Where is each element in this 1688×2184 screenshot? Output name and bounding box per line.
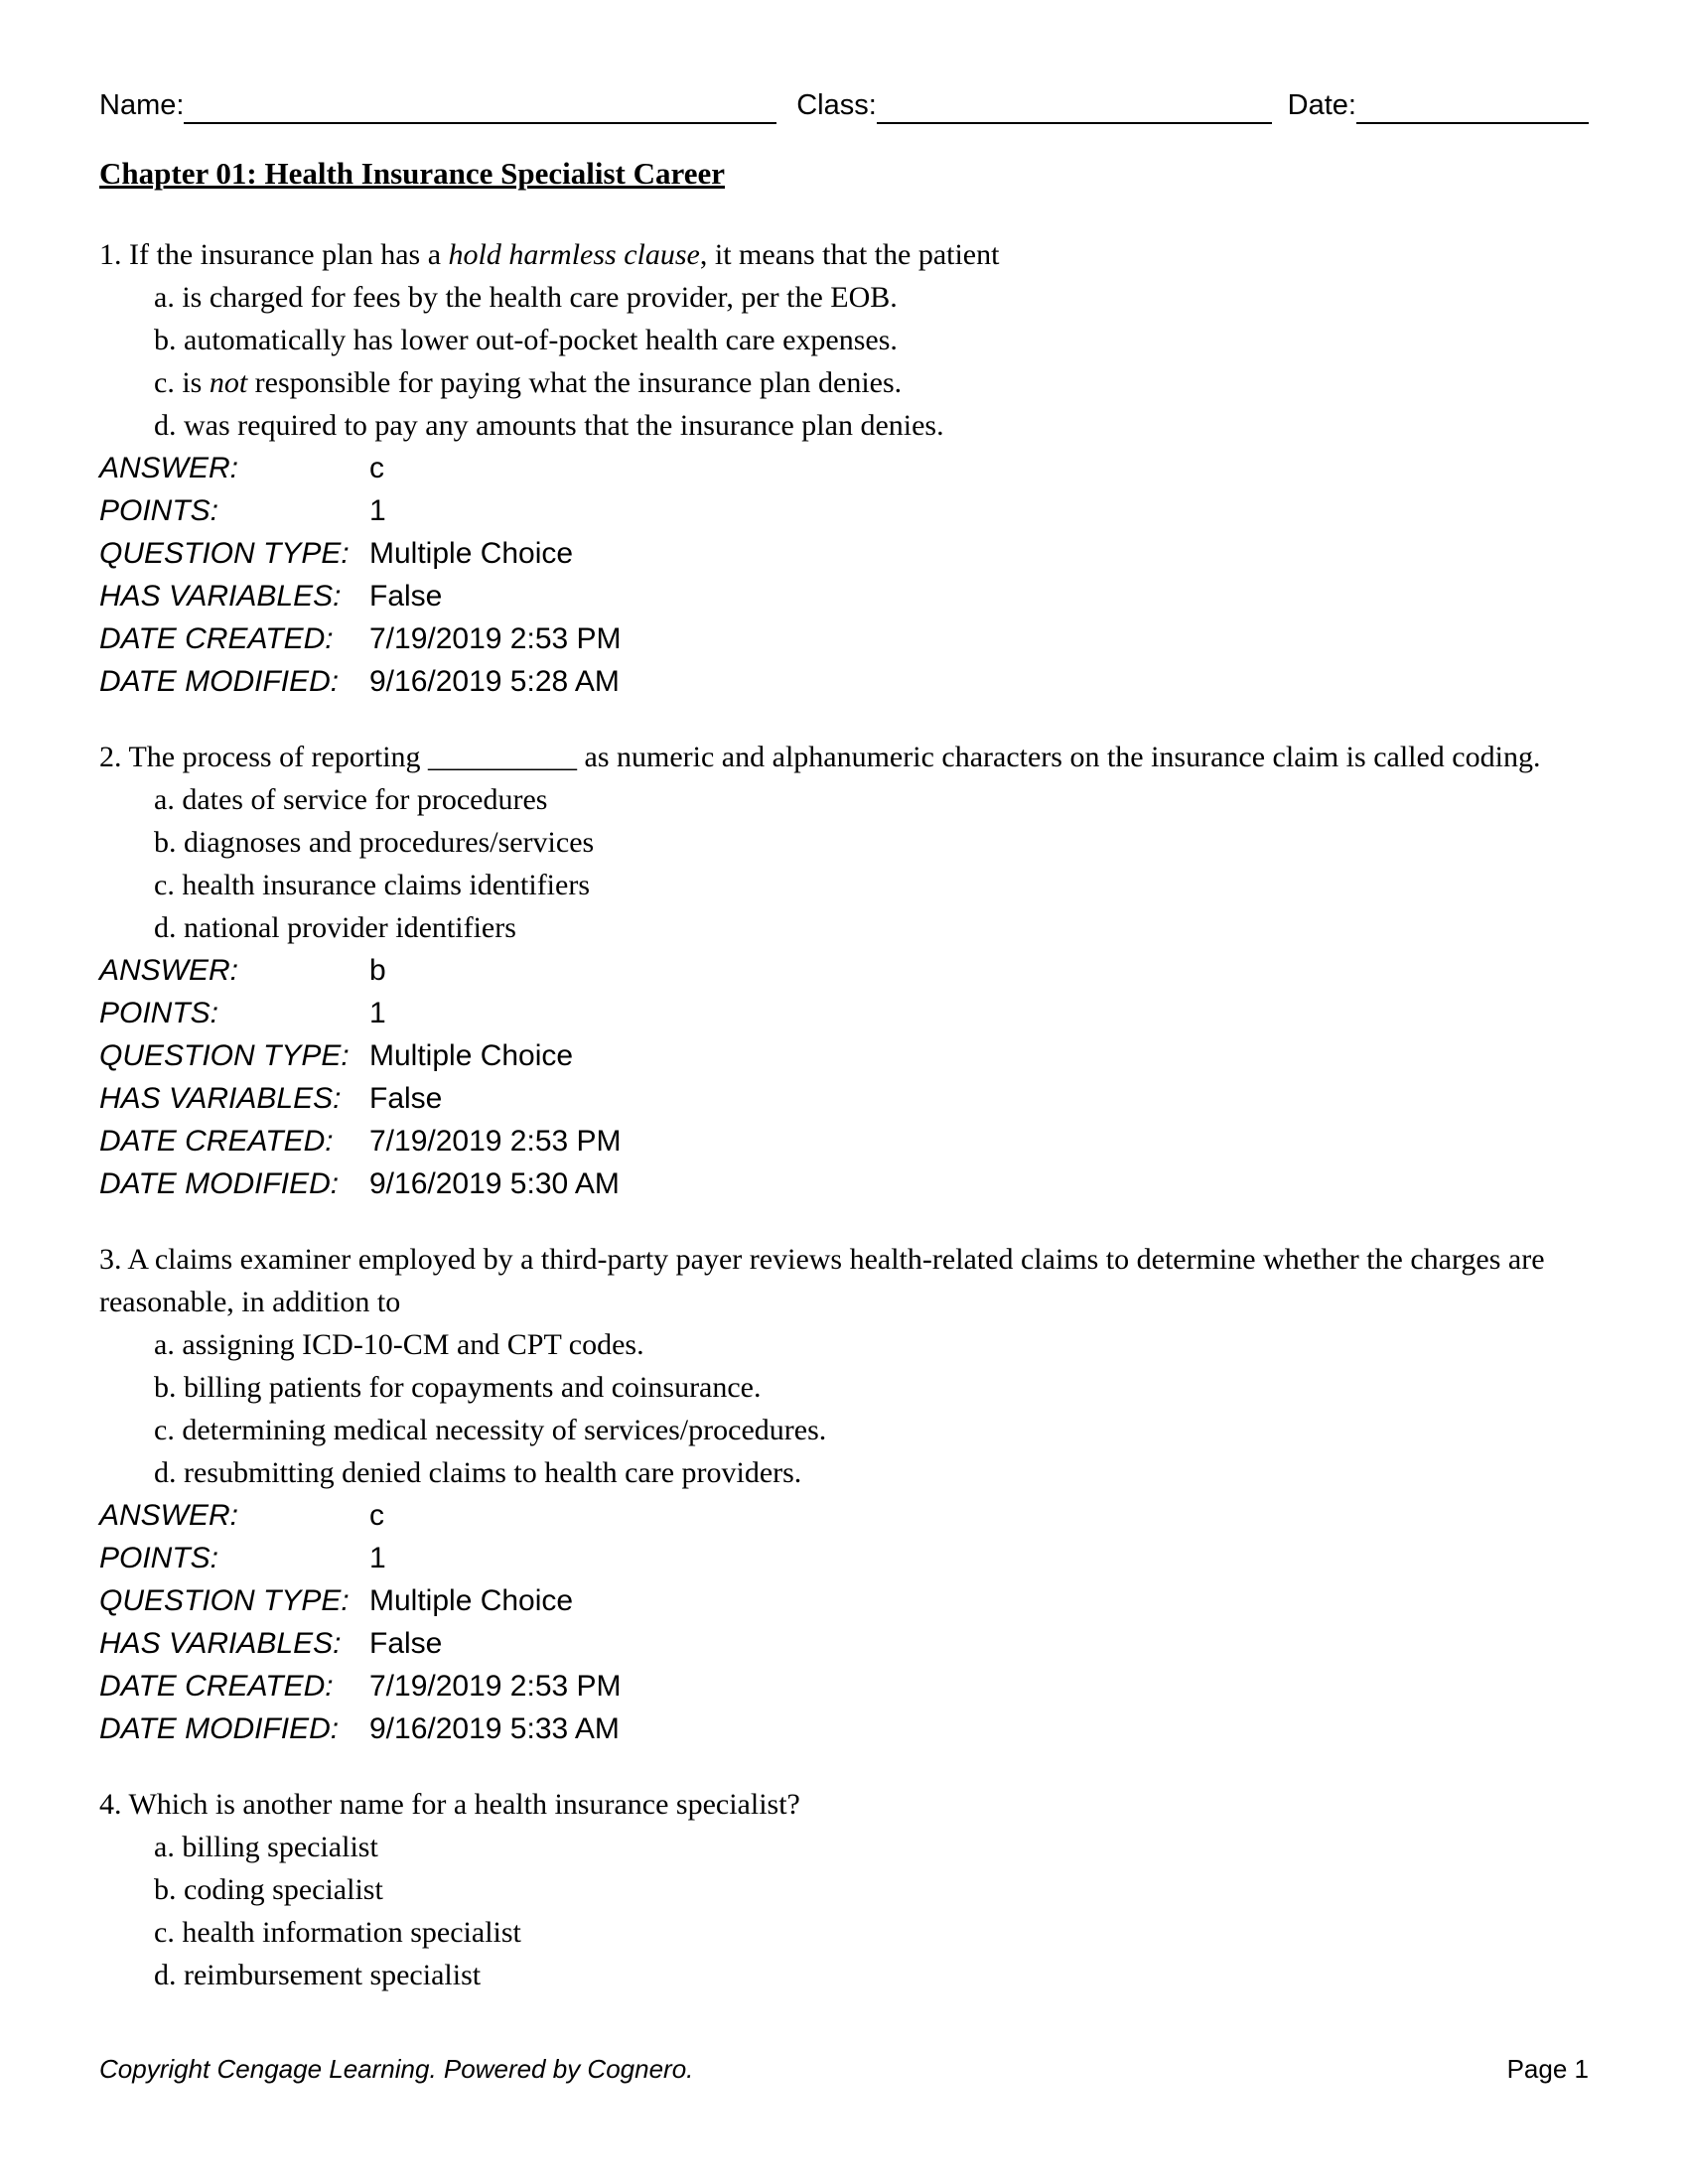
- meta-label: DATE MODIFIED:: [99, 1167, 340, 1200]
- options-list: [99, 276, 1589, 447]
- text-segment: 1. If the insurance plan has a: [99, 238, 449, 271]
- class-blank-field: [877, 90, 1272, 124]
- meta-row: [99, 1120, 1589, 1162]
- answer-option: [154, 1868, 1589, 1911]
- answer-option: [154, 1911, 1589, 1954]
- meta-row: [99, 532, 1589, 575]
- meta-label: ANSWER:: [99, 1499, 239, 1532]
- meta-label: DATE CREATED:: [99, 1125, 334, 1158]
- answer-option: [154, 404, 1589, 447]
- text-segment: b. diagnoses and procedures/services: [154, 826, 595, 859]
- page-footer: [99, 2054, 1589, 2085]
- copyright-text: Copyright Cengage Learning. Powered by Cognero.: [99, 2054, 694, 2084]
- question-prompt: [99, 1238, 1589, 1323]
- meta-value: 9/16/2019 5:28 AM: [369, 665, 620, 698]
- meta-row: [99, 1162, 1589, 1205]
- question-meta: [99, 949, 1589, 1205]
- meta-row: [99, 617, 1589, 660]
- text-segment: d. reimbursement specialist: [154, 1959, 482, 1991]
- meta-label: DATE CREATED:: [99, 1670, 334, 1703]
- meta-value: 7/19/2019 2:53 PM: [369, 622, 622, 655]
- text-segment: a. dates of service for procedures: [154, 783, 548, 816]
- meta-label: HAS VARIABLES:: [99, 1627, 342, 1660]
- meta-value: 1: [369, 997, 386, 1029]
- meta-row: [99, 1579, 1589, 1622]
- question-prompt: [99, 1783, 1589, 1826]
- text-segment: c. health insurance claims identifiers: [154, 869, 590, 901]
- answer-option: [154, 361, 1589, 404]
- text-segment: c. health information specialist: [154, 1916, 521, 1949]
- meta-label: ANSWER:: [99, 954, 239, 987]
- meta-row: [99, 1707, 1589, 1750]
- header-fill-in-row: [99, 89, 1589, 124]
- question-block: [99, 233, 1589, 703]
- date-blank-field: [1356, 90, 1589, 124]
- meta-label: QUESTION TYPE:: [99, 537, 350, 570]
- meta-value: 9/16/2019 5:33 AM: [369, 1712, 620, 1745]
- meta-value: False: [369, 1627, 443, 1660]
- text-segment: hold harmless clause: [448, 238, 700, 271]
- text-segment: responsible for paying what the insurance plan denies.: [247, 366, 903, 399]
- meta-label: DATE MODIFIED:: [99, 1712, 340, 1745]
- date-label: Date:: [1287, 89, 1356, 121]
- meta-row: [99, 1537, 1589, 1579]
- meta-row: [99, 1034, 1589, 1077]
- meta-row: [99, 949, 1589, 992]
- question-meta: [99, 1494, 1589, 1750]
- meta-value: 1: [369, 1542, 386, 1574]
- meta-label: ANSWER:: [99, 452, 239, 484]
- answer-option: [154, 276, 1589, 319]
- answer-option: [154, 1366, 1589, 1409]
- text-segment: c. determining medical necessity of services/procedures.: [154, 1414, 827, 1446]
- question-meta: [99, 447, 1589, 703]
- answer-option: [154, 906, 1589, 949]
- text-segment: b. coding specialist: [154, 1873, 383, 1906]
- meta-value: Multiple Choice: [369, 537, 574, 570]
- text-segment: a. is charged for fees by the health care provider, per the EOB.: [154, 281, 898, 314]
- answer-option: [154, 864, 1589, 906]
- meta-label: POINTS:: [99, 1542, 219, 1574]
- meta-row: [99, 992, 1589, 1034]
- meta-label: POINTS:: [99, 494, 219, 527]
- meta-value: Multiple Choice: [369, 1039, 574, 1072]
- question-prompt: [99, 736, 1589, 778]
- text-segment: not: [209, 366, 248, 399]
- class-label: Class:: [796, 89, 877, 121]
- answer-option: [154, 1451, 1589, 1494]
- meta-value: 7/19/2019 2:53 PM: [369, 1125, 622, 1158]
- answer-option: [154, 1954, 1589, 1996]
- question-block: [99, 1783, 1589, 1996]
- questions: [99, 233, 1589, 2029]
- meta-label: HAS VARIABLES:: [99, 1082, 342, 1115]
- meta-value: 7/19/2019 2:53 PM: [369, 1670, 622, 1703]
- question-block: [99, 736, 1589, 1205]
- chapter-title: Chapter 01: Health Insurance Specialist Career: [99, 156, 725, 191]
- text-segment: c. is: [154, 366, 210, 399]
- meta-label: HAS VARIABLES:: [99, 580, 342, 613]
- answer-option: [154, 1409, 1589, 1451]
- name-blank-field: [184, 90, 776, 124]
- meta-row: [99, 660, 1589, 703]
- meta-value: False: [369, 1082, 443, 1115]
- meta-row: [99, 1665, 1589, 1707]
- meta-label: QUESTION TYPE:: [99, 1584, 350, 1617]
- meta-label: POINTS:: [99, 997, 219, 1029]
- text-segment: a. assigning ICD-10-CM and CPT codes.: [154, 1328, 644, 1361]
- meta-value: c: [369, 452, 384, 484]
- meta-value: 9/16/2019 5:30 AM: [369, 1167, 620, 1200]
- answer-option: [154, 1323, 1589, 1366]
- text-segment: 3. A claims examiner employed by a third-party payer reviews health-related claims to determine whether the charges are reasonable, in addition to: [99, 1243, 1545, 1318]
- text-segment: a. billing specialist: [154, 1831, 378, 1863]
- text-segment: b. billing patients for copayments and coinsurance.: [154, 1371, 762, 1404]
- meta-row: [99, 1077, 1589, 1120]
- answer-option: [154, 319, 1589, 361]
- text-segment: 4. Which is another name for a health insurance specialist?: [99, 1788, 800, 1821]
- page-number: Page 1: [1506, 2054, 1589, 2084]
- text-segment: d. resubmitting denied claims to health care providers.: [154, 1456, 802, 1489]
- answer-option: [154, 778, 1589, 821]
- text-segment: d. national provider identifiers: [154, 911, 516, 944]
- question-prompt: [99, 233, 1589, 276]
- options-list: [99, 1826, 1589, 1996]
- meta-row: [99, 1494, 1589, 1537]
- answer-option: [154, 821, 1589, 864]
- options-list: [99, 1323, 1589, 1494]
- meta-row: [99, 489, 1589, 532]
- meta-value: c: [369, 1499, 384, 1532]
- answer-option: [154, 1826, 1589, 1868]
- text-segment: , it means that the patient: [699, 238, 1000, 271]
- meta-row: [99, 575, 1589, 617]
- meta-value: b: [369, 954, 386, 987]
- name-label: Name:: [99, 89, 185, 121]
- options-list: [99, 778, 1589, 949]
- text-segment: 2. The process of reporting __________ as numeric and alphanumeric characters on the insurance claim is called coding.: [99, 741, 1541, 773]
- meta-row: [99, 447, 1589, 489]
- text-segment: d. was required to pay any amounts that the insurance plan denies.: [154, 409, 944, 442]
- meta-label: QUESTION TYPE:: [99, 1039, 350, 1072]
- text-segment: b. automatically has lower out-of-pocket health care expenses.: [154, 324, 898, 356]
- meta-label: DATE MODIFIED:: [99, 665, 340, 698]
- meta-value: 1: [369, 494, 386, 527]
- meta-row: [99, 1622, 1589, 1665]
- meta-value: False: [369, 580, 443, 613]
- meta-label: DATE CREATED:: [99, 622, 334, 655]
- meta-value: Multiple Choice: [369, 1584, 574, 1617]
- question-block: [99, 1238, 1589, 1750]
